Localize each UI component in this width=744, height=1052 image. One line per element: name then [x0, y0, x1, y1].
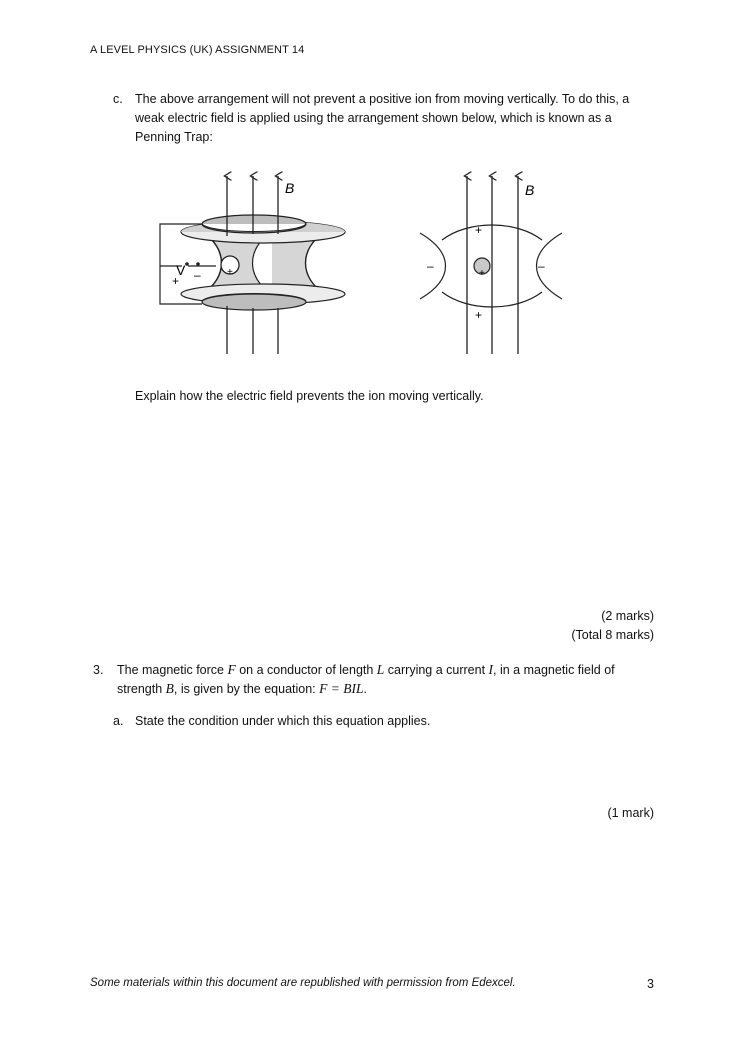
question-c-line-3: Penning Trap: [135, 130, 213, 144]
ion-charge-right: + [479, 268, 485, 279]
voltage-minus: – [194, 268, 201, 282]
question-3-line-2: strength B, is given by the equation: F = BIL. [117, 681, 367, 696]
bottom-end-cap [202, 294, 306, 310]
cross-section-diagram [420, 176, 562, 354]
question-3a-text: State the condition under which this equation applies. [135, 714, 431, 728]
voltage-plus: + [172, 274, 180, 288]
question-3a-label: a. [113, 714, 124, 728]
question-total-marks: (Total 8 marks) [571, 628, 654, 642]
question-3-number: 3. [93, 663, 104, 677]
bottom-cap-plus: + [475, 308, 483, 322]
question-c-line-2: weak electric field is applied using the arrangement shown below, which is known as a [135, 111, 612, 125]
right-ring-minus: – [538, 259, 545, 273]
ion-charge-left: + [227, 267, 233, 278]
voltage-label: V [176, 262, 186, 278]
page-number: 3 [647, 977, 654, 991]
footer-note: Some materials within this document are republished with permission from Edexcel. [90, 977, 516, 989]
force-equation: F = BIL [319, 681, 364, 696]
question-c-line-1: The above arrangement will not prevent a positive ion from moving vertically. To do this, a [135, 92, 630, 106]
question-3a-marks: (1 mark) [607, 806, 654, 820]
page-header: A LEVEL PHYSICS (UK) ASSIGNMENT 14 [90, 44, 305, 56]
left-ring-minus: – [427, 259, 434, 273]
penning-trap-figure [150, 168, 580, 360]
top-cap-plus: + [475, 223, 483, 237]
field-label-right: B [525, 182, 535, 198]
field-label-left: B [285, 180, 295, 196]
apparatus-3d-diagram [160, 176, 345, 354]
question-c-prompt: Explain how the electric field prevents the ion moving vertically. [135, 389, 484, 403]
question-c-label: c. [113, 92, 123, 106]
question-c-marks: (2 marks) [601, 609, 654, 623]
question-3-line-1: The magnetic force F on a conductor of length L carrying a current I, in a magnetic field of [117, 662, 615, 677]
